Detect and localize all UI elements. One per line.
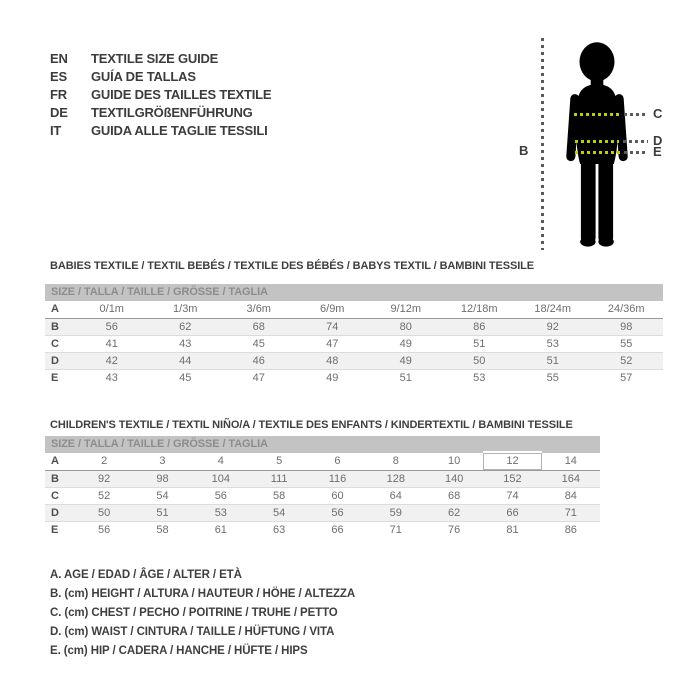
table-cell: 92 <box>98 472 111 485</box>
table-cell: 45 <box>179 371 192 384</box>
table-cell: 50 <box>473 354 486 367</box>
table-cell: 9/12m <box>390 303 422 316</box>
hip-line-e-on-body <box>575 151 620 154</box>
table-cell: 116 <box>328 472 347 485</box>
table-cell: 49 <box>326 371 339 384</box>
table-cell: 53 <box>214 506 227 519</box>
table-cell: 56 <box>98 523 111 536</box>
legend-line-height: B. (cm) HEIGHT / ALTURA / HAUTEUR / HÖHE / ALTEZZA <box>50 588 356 600</box>
chest-line-c <box>624 113 648 116</box>
table-cell: 6/9m <box>320 303 345 316</box>
table-cell: 56 <box>214 489 227 502</box>
children-heading: CHILDREN'S TEXTILE / TEXTIL NIÑO/A / TEXTILE DES ENFANTS / KINDERTEXTIL / BAMBINI TESSILE <box>50 419 573 431</box>
table-row-e <box>45 369 663 386</box>
table-cell: 57 <box>620 371 633 384</box>
row-label: A <box>51 303 59 316</box>
lang-title-fr: GUIDE DES TAILLES TEXTILE <box>91 87 272 102</box>
hip-line-e <box>624 151 648 154</box>
table-cell: 48 <box>326 354 339 367</box>
lang-row-en <box>50 50 271 68</box>
figure-label-b: B <box>519 143 529 158</box>
table-cell: 86 <box>564 523 577 536</box>
highlighted-size-cell: 12 <box>483 453 541 470</box>
babies-size-table <box>45 301 663 386</box>
table-cell: 104 <box>211 472 230 485</box>
table-cell: 59 <box>389 506 402 519</box>
table-cell: 12/18m <box>460 303 498 316</box>
legend-line-waist: D. (cm) WAIST / CINTURA / TAILLE / HÜFTUNG / VITA <box>50 626 335 638</box>
table-cell: 2 <box>101 455 108 468</box>
lang-code-es: ES <box>50 69 67 84</box>
table-cell: 74 <box>326 320 339 333</box>
table-cell: 66 <box>506 506 519 519</box>
table-cell: 62 <box>448 506 461 519</box>
table-cell: 3 <box>159 455 166 468</box>
table-cell: 54 <box>156 489 169 502</box>
table-cell: 6 <box>334 455 341 468</box>
legend-line-chest: C. (cm) CHEST / PECHO / POITRINE / TRUHE / PETTO <box>50 607 338 619</box>
table-cell: 43 <box>179 337 192 350</box>
table-cell: 51 <box>473 337 486 350</box>
table-cell: 18/24m <box>534 303 572 316</box>
legend-line-hip: E. (cm) HIP / CADERA / HANCHE / HÜFTE / HIPS <box>50 645 308 657</box>
row-label: A <box>51 455 59 468</box>
row-label: D <box>51 506 59 519</box>
table-cell: 14 <box>564 455 577 468</box>
table-cell: 92 <box>546 320 559 333</box>
table-row-c <box>45 487 600 504</box>
babies-section <box>45 260 663 386</box>
measurement-legend <box>50 566 355 661</box>
row-label: D <box>51 354 59 367</box>
lang-title-es: GUÍA DE TALLAS <box>91 69 196 84</box>
table-cell: 41 <box>105 337 118 350</box>
table-cell: 55 <box>546 371 559 384</box>
table-row-c <box>45 335 663 352</box>
children-size-table <box>45 453 600 538</box>
table-cell: 42 <box>105 354 118 367</box>
measurement-figure <box>515 28 685 258</box>
lang-row-es <box>50 68 271 86</box>
lang-code-en: EN <box>50 51 68 66</box>
table-cell: 71 <box>564 506 577 519</box>
table-cell: 63 <box>273 523 286 536</box>
table-cell: 49 <box>399 354 412 367</box>
table-cell: 66 <box>331 523 344 536</box>
table-cell: 62 <box>179 320 192 333</box>
lang-code-fr: FR <box>50 87 67 102</box>
children-section <box>45 419 600 538</box>
table-cell: 60 <box>331 489 344 502</box>
table-cell: 55 <box>620 337 633 350</box>
lang-row-it <box>50 122 271 140</box>
table-cell: 86 <box>473 320 486 333</box>
table-cell: 61 <box>214 523 227 536</box>
table-cell: 98 <box>620 320 633 333</box>
table-cell: 74 <box>506 489 519 502</box>
table-cell: 84 <box>564 489 577 502</box>
babies-size-header: SIZE / TALLA / TAILLE / GRÖSSE / TAGLIA <box>45 284 663 301</box>
table-cell: 164 <box>561 472 580 485</box>
row-label: E <box>51 371 59 384</box>
waist-line-d <box>623 140 648 143</box>
table-cell: 47 <box>326 337 339 350</box>
table-row-d <box>45 504 600 521</box>
row-label: C <box>51 489 59 502</box>
table-cell: 3/6m <box>246 303 271 316</box>
table-cell: 10 <box>448 455 461 468</box>
table-cell: 53 <box>473 371 486 384</box>
table-cell: 44 <box>179 354 192 367</box>
table-cell: 5 <box>276 455 283 468</box>
table-cell: 24/36m <box>607 303 645 316</box>
table-cell: 111 <box>270 472 288 485</box>
waist-line-d-on-body <box>575 140 619 143</box>
table-cell: 49 <box>399 337 412 350</box>
lang-title-it: GUIDA ALLE TAGLIE TESSILI <box>91 123 268 138</box>
table-cell: 8 <box>392 455 399 468</box>
lang-code-it: IT <box>50 123 62 138</box>
table-cell: 43 <box>105 371 118 384</box>
table-cell: 1/3m <box>173 303 198 316</box>
table-cell: 68 <box>252 320 265 333</box>
table-row-a <box>45 453 600 470</box>
table-cell: 51 <box>546 354 559 367</box>
table-cell: 56 <box>105 320 118 333</box>
table-cell: 140 <box>444 472 464 485</box>
table-cell: 0/1m <box>99 303 124 316</box>
table-cell: 128 <box>386 472 405 485</box>
row-label: C <box>51 337 59 350</box>
figure-label-d: D <box>653 133 663 148</box>
table-cell: 80 <box>399 320 412 333</box>
table-cell: 56 <box>331 506 344 519</box>
child-silhouette-icon <box>562 36 632 250</box>
table-cell: 58 <box>156 523 169 536</box>
row-label: B <box>51 320 59 333</box>
babies-heading: BABIES TEXTILE / TEXTIL BEBÉS / TEXTILE DES BÉBÉS / BABYS TEXTIL / BAMBINI TESSILE <box>50 260 535 272</box>
table-cell: 52 <box>98 489 111 502</box>
table-row-a <box>45 301 663 318</box>
table-cell: 45 <box>252 337 265 350</box>
table-cell: 46 <box>252 354 265 367</box>
table-cell: 50 <box>98 506 111 519</box>
table-cell: 51 <box>399 371 412 384</box>
table-cell: 51 <box>156 506 169 519</box>
row-label: E <box>51 523 59 536</box>
table-row-b <box>45 318 663 335</box>
language-title-block <box>50 50 271 140</box>
row-label: B <box>51 472 59 485</box>
table-cell: 58 <box>273 489 286 502</box>
legend-line-age: A. AGE / EDAD / ÂGE / ALTER / ETÀ <box>50 569 242 581</box>
table-row-d <box>45 352 663 369</box>
table-row-b <box>45 470 600 487</box>
table-cell: 47 <box>252 371 265 384</box>
lang-title-de: TEXTILGRÖßENFÜHRUNG <box>91 105 253 120</box>
table-cell: 64 <box>389 489 402 502</box>
table-cell: 81 <box>506 523 519 536</box>
table-row-e <box>45 521 600 538</box>
table-cell: 152 <box>503 472 522 485</box>
lang-row-de <box>50 104 271 122</box>
table-cell: 68 <box>448 489 461 502</box>
table-cell: 71 <box>389 523 402 536</box>
table-cell: 54 <box>273 506 286 519</box>
figure-label-c: C <box>653 106 663 121</box>
children-size-header: SIZE / TALLA / TAILLE / GRÖSSE / TAGLIA <box>45 436 600 453</box>
table-cell: 76 <box>448 523 461 536</box>
table-cell: 53 <box>546 337 559 350</box>
table-cell: 4 <box>217 455 224 468</box>
chest-line-c-on-body <box>574 113 620 116</box>
lang-title-en: TEXTILE SIZE GUIDE <box>91 51 219 66</box>
table-cell: 52 <box>620 354 633 367</box>
table-cell: 98 <box>156 472 169 485</box>
height-line-b <box>541 38 544 250</box>
lang-code-de: DE <box>50 105 68 120</box>
lang-row-fr <box>50 86 271 104</box>
figure-label-e: E <box>653 144 662 159</box>
